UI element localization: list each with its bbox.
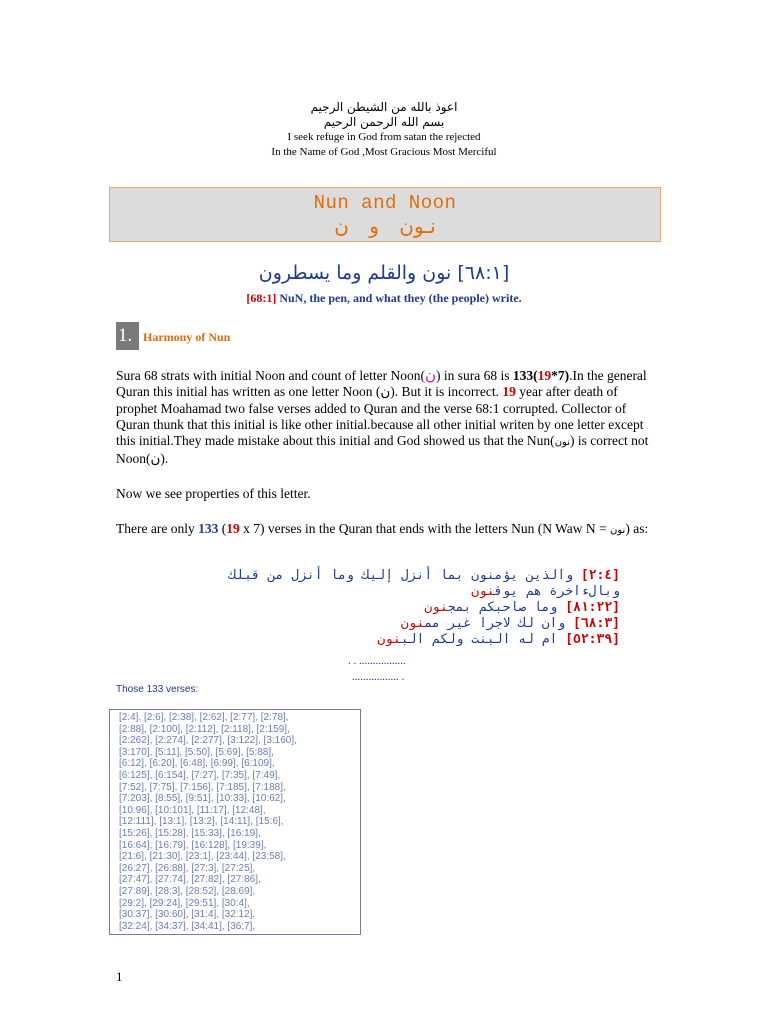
example-ending: نون — [400, 616, 425, 631]
paragraph-intro — [116, 367, 656, 468]
para3-text-4: ) as: — [625, 521, 649, 536]
example-verse — [100, 568, 620, 584]
verse-list-line: [7:203], [8:55], [9:51], [10:33], [10:62], — [119, 793, 286, 805]
noon-letter: ن — [424, 366, 436, 384]
example-ref: [٥٢:٣٩] — [565, 632, 620, 647]
example-text: وما صاحبكم بمج — [447, 600, 566, 615]
count-19-red: 19 — [226, 521, 240, 536]
verse-list-line: [2:262], [2:274], [2:277], [3:122], [3:160], — [119, 735, 297, 747]
header-arabic-line-1: اعوذ بالله من الشيطن الرجيم — [310, 100, 458, 114]
verse-english-ref: [68:1] — [246, 291, 277, 305]
section-title: Harmony of Nun — [143, 330, 231, 344]
verse-list-line: [2:4], [2:6], [2:38], [2:62], [2:77], [2:78], — [119, 712, 289, 723]
verse-list-line: [32:24], [34:37], [34:41], [36:7], — [119, 920, 256, 932]
header-english-line-2: In the Name of God ,Most Gracious Most Merciful — [271, 146, 497, 158]
verse-list-line: [2:88], [2:100], [2:112], [2:118], [2:159], — [119, 723, 290, 735]
verse-list-line: [21:6], [21:30], [23:1], [23:44], [23:58], — [119, 851, 286, 863]
example-text: وبالءاخرة هم يوق — [494, 584, 620, 599]
para3-text-2: ( — [218, 521, 227, 536]
para1-text-2: ) in sura 68 is — [435, 368, 513, 383]
verse-list-line: [30:37], [30:60], [31:4], [32:12], — [119, 909, 256, 921]
verse-list-line: [27:89], [28:3], [28:52], [28:69], — [119, 885, 256, 897]
verse-list-line: [10:96], [10:101], [11:17], [12:48], — [119, 804, 266, 816]
para3-text-3: x 7) verses in the Quran that ends with the letters Nun (N Waw N = — [239, 521, 611, 536]
para1-text-3: .In the general Quran this initial has written as one letter Noon (ن). But it is incorrect. — [116, 368, 647, 400]
verse-arabic — [0, 262, 768, 284]
count-x7: *7) — [551, 368, 570, 383]
page-number: 1 — [116, 969, 123, 984]
ellipsis-line-2: ................. . — [352, 671, 405, 683]
example-verse — [100, 600, 620, 616]
example-verse — [100, 584, 620, 600]
count-133-blue: 133 — [198, 521, 219, 536]
example-ref: [٨١:٢٢] — [565, 600, 620, 615]
verse-list-line: [3:170], [5:11], [5:50], [5:69], [5:88], — [119, 746, 274, 758]
count-19-years: 19 — [502, 384, 516, 400]
example-ending: نون — [377, 632, 401, 647]
example-verse — [100, 632, 620, 648]
verse-arabic-ref: [٦٨:١] — [457, 262, 510, 284]
example-text: وان لك لاجرا غير مم — [424, 616, 574, 631]
example-ending: نون — [471, 584, 495, 599]
count-133: 133 — [512, 368, 534, 383]
para1-paren: ( — [533, 368, 538, 383]
verse-list-line: [6:12], [6:20], [6:48], [6:99], [6:109], — [119, 758, 275, 770]
header-arabic-line-2: بسم الله الرحمن الرحيم — [323, 115, 445, 129]
verse-list-line: [29:2], [29:24], [29:51], [30:4], — [119, 897, 250, 909]
title-english: Nun and Noon — [313, 192, 457, 214]
para3-text-1: There are only — [116, 521, 199, 536]
paragraph-verses-count — [116, 517, 656, 543]
example-verse — [100, 616, 620, 632]
para1-text-4: year after death of prophet Moahamad two false verses added to Quran and the verse 68:1 corrupted. Collector of Quran thunk that this initial is like other initial.because all other initial writen by one letter except this initial.They made mistake about this initial and God showed us that the Nun( — [116, 384, 644, 449]
verse-list-line: [26:27], [26:88], [27:3], [27:25], — [119, 862, 256, 874]
para1-text-5: ) is correct not Noon(ن). — [116, 433, 649, 467]
para1-text-1: Sura 68 strats with initial Noon and count of letter Noon( — [116, 368, 425, 383]
title-arabic: نـون و ن — [334, 214, 436, 238]
example-ref: [٦٨:٣] — [573, 616, 620, 631]
verse-arabic-text: نون والقلم وما يسطرون — [258, 262, 452, 284]
nun-arabic-2: نون — [610, 525, 626, 536]
verse-english-text: NuN, the pen, and what they (the people) write. — [276, 291, 522, 305]
header — [0, 100, 768, 160]
header-english-line-1: I seek refuge in God from satan the rejected — [287, 131, 481, 143]
section-number: 1. — [116, 322, 139, 350]
verse-english — [0, 291, 768, 306]
nun-arabic: نون — [554, 437, 570, 449]
verse-list-line: [16:64], [16:79], [16:128], [19:39], — [119, 839, 267, 851]
example-text: والذين يؤمنون بما أنزل إليك وما أنزل من قبلك — [228, 568, 581, 583]
title-box — [109, 187, 661, 242]
verse-list-line: [12:111], [13:1], [13:2], [14:11], [15:6], — [119, 816, 284, 828]
ellipsis-line-1: . . ................. — [348, 655, 406, 667]
verse-list-line: [7:52], [7:75], [7:156], [7:185], [7:188], — [119, 781, 286, 793]
example-ending: نون — [424, 600, 448, 615]
example-text: ام له البنت ولكم الب — [400, 632, 566, 647]
count-19: 19 — [537, 368, 552, 383]
verse-list-line: [6:125], [6:154], [7:27], [7:35], [7:49], — [119, 769, 281, 781]
verses-list-box — [109, 709, 361, 935]
verses-list-label: Those 133 verses: — [116, 684, 199, 695]
verse-list-line: [27:47], [27:74], [27:82], [27:86], — [119, 874, 261, 886]
example-ref: [٢:٤] — [580, 568, 620, 583]
paragraph-properties: Now we see properties of this letter. — [116, 486, 311, 501]
verse-list-line: [15:26], [15:28], [15:33], [16:19], — [119, 827, 261, 839]
